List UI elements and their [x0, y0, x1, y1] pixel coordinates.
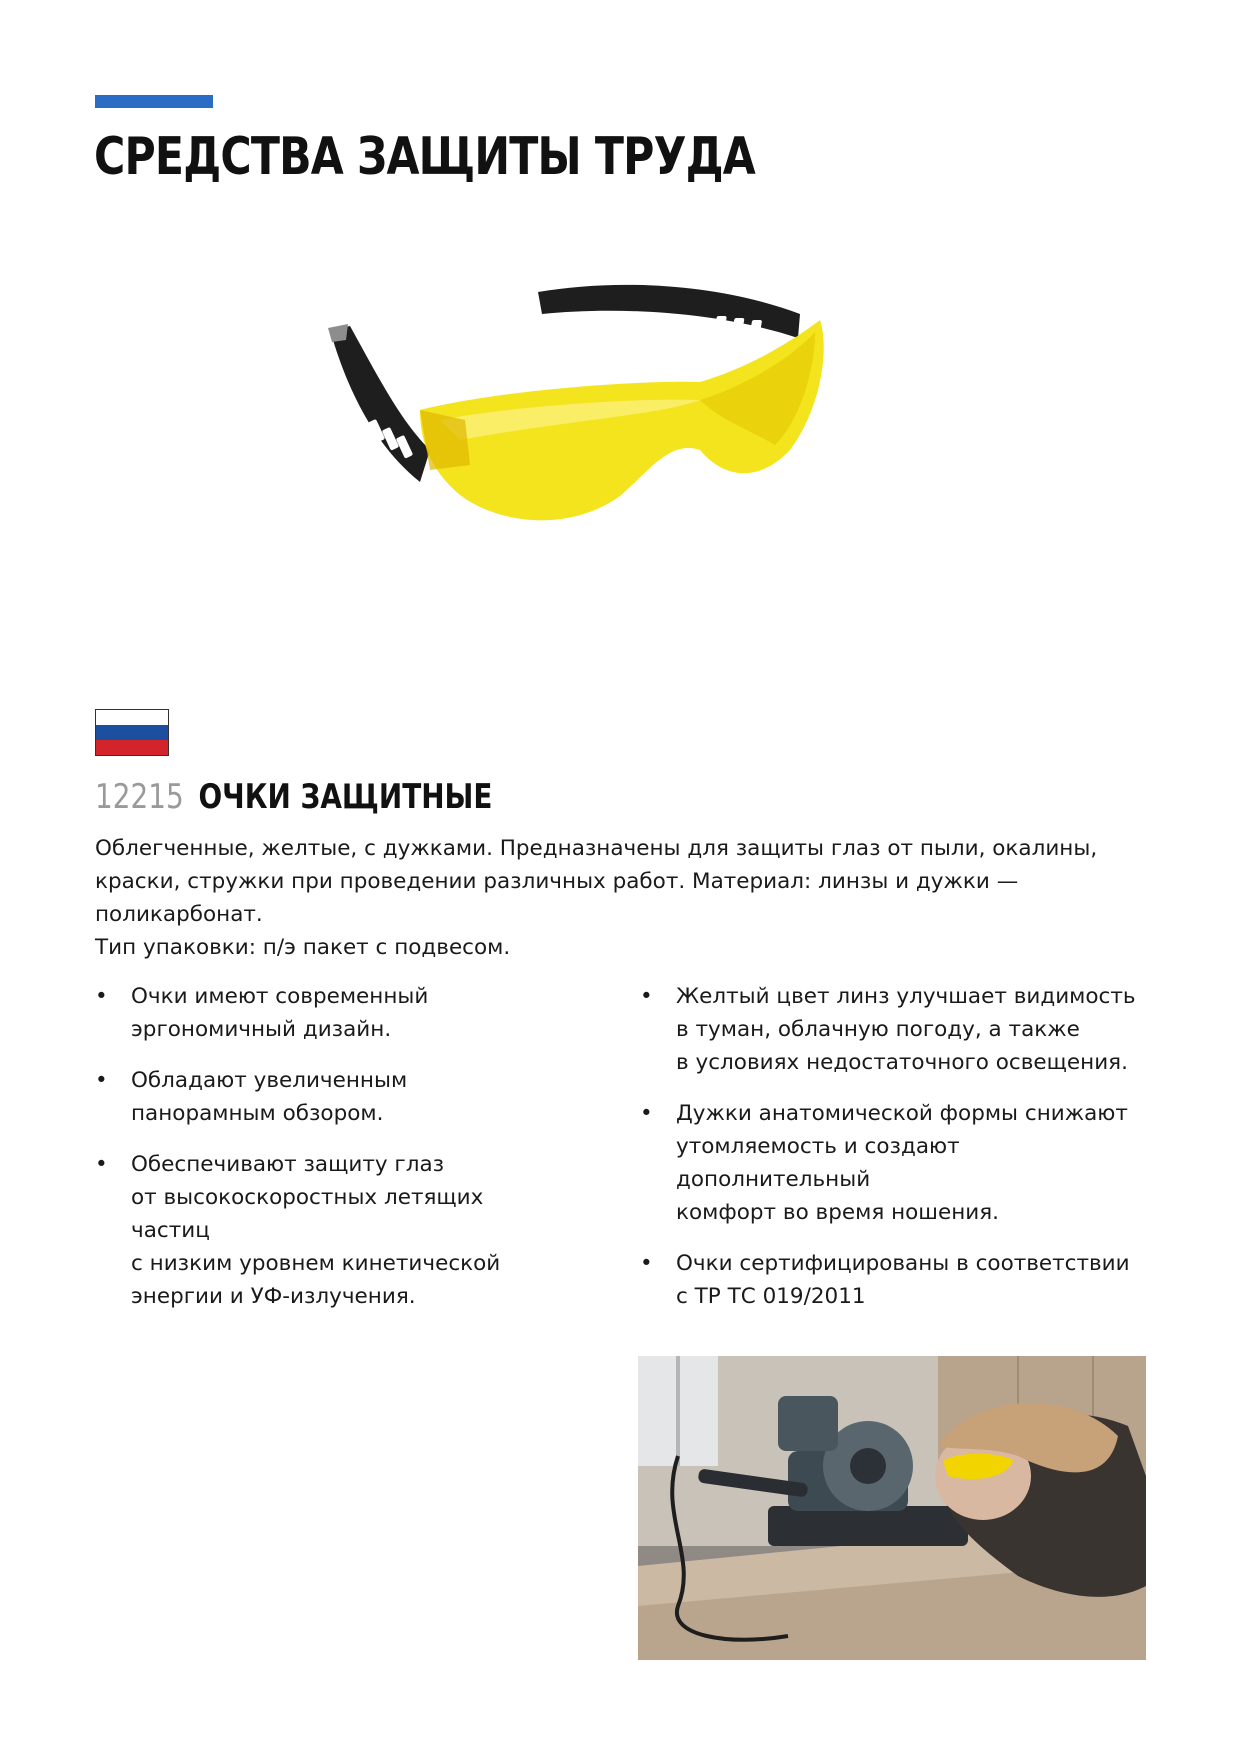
- product-code: 12215: [95, 777, 184, 817]
- bullet: •: [640, 1101, 653, 1126]
- description-line: Тип упаковки: п/э пакет с подвесом.: [95, 935, 511, 960]
- feature-line: утомляемость и создают дополнительный: [676, 1134, 960, 1192]
- product-name: ОЧКИ ЗАЩИТНЫЕ: [198, 777, 493, 817]
- page-title: СРЕДСТВА ЗАЩИТЫ ТРУДА: [94, 127, 755, 187]
- flag-stripe-red: [96, 740, 168, 755]
- feature-item: [95, 980, 565, 1046]
- flag-stripe-white: [96, 710, 168, 725]
- feature-item: [640, 980, 1160, 1079]
- feature-item: [95, 1148, 565, 1313]
- feature-line: энергии и УФ-излучения.: [131, 1284, 416, 1309]
- feature-line: от высокоскоростных летящих частиц: [131, 1185, 484, 1243]
- usage-photo-worker-with-saw: [638, 1356, 1146, 1660]
- feature-item: [95, 1064, 565, 1130]
- flag-russia: [95, 709, 169, 756]
- description-line: краски, стружки при проведении различных работ. Материал: линзы и дужки — поликарбонат.: [95, 869, 1019, 927]
- feature-line: Обеспечивают защиту глаз: [131, 1152, 445, 1177]
- temple-tip-left: [328, 324, 348, 342]
- feature-line: Очки имеют современный: [131, 984, 429, 1009]
- feature-line: с низким уровнем кинетической: [131, 1251, 501, 1276]
- bullet: •: [640, 1251, 653, 1276]
- bullet: •: [95, 1068, 108, 1093]
- feature-line: Дужки анатомической формы снижают: [676, 1101, 1128, 1126]
- feature-line: Обладают увеличенным: [131, 1068, 408, 1093]
- feature-line: комфорт во время ношения.: [676, 1200, 1000, 1225]
- product-description: [95, 832, 1135, 964]
- vent-slots-right: [713, 316, 762, 344]
- feature-line: Желтый цвет линз улучшает видимость: [676, 984, 1136, 1009]
- accent-bar: [95, 95, 213, 108]
- description-line: Облегченные, желтые, с дужками. Предназначены для защиты глаз от пыли, окалины,: [95, 836, 1098, 861]
- bullet: •: [95, 984, 108, 1009]
- feature-line: панорамным обзором.: [131, 1101, 384, 1126]
- feature-line: эргономичный дизайн.: [131, 1017, 392, 1042]
- bullet: •: [95, 1152, 108, 1177]
- feature-line: Очки сертифицированы в соответствии: [676, 1251, 1130, 1276]
- product-heading: [95, 774, 492, 820]
- feature-line: в условиях недостаточного освещения.: [676, 1050, 1128, 1075]
- features-list-left: [95, 980, 565, 1331]
- feature-item: [640, 1247, 1160, 1313]
- feature-item: [640, 1097, 1160, 1229]
- temple-arm-right: [538, 285, 800, 338]
- temple-arm-left: [330, 326, 430, 482]
- features-list-right: [640, 980, 1160, 1331]
- flag-stripe-blue: [96, 725, 168, 740]
- bullet: •: [640, 984, 653, 1009]
- product-photo-goggles: [320, 270, 920, 590]
- feature-line: с ТР ТС 019/2011: [676, 1284, 866, 1309]
- feature-line: в туман, облачную погоду, а также: [676, 1017, 1080, 1042]
